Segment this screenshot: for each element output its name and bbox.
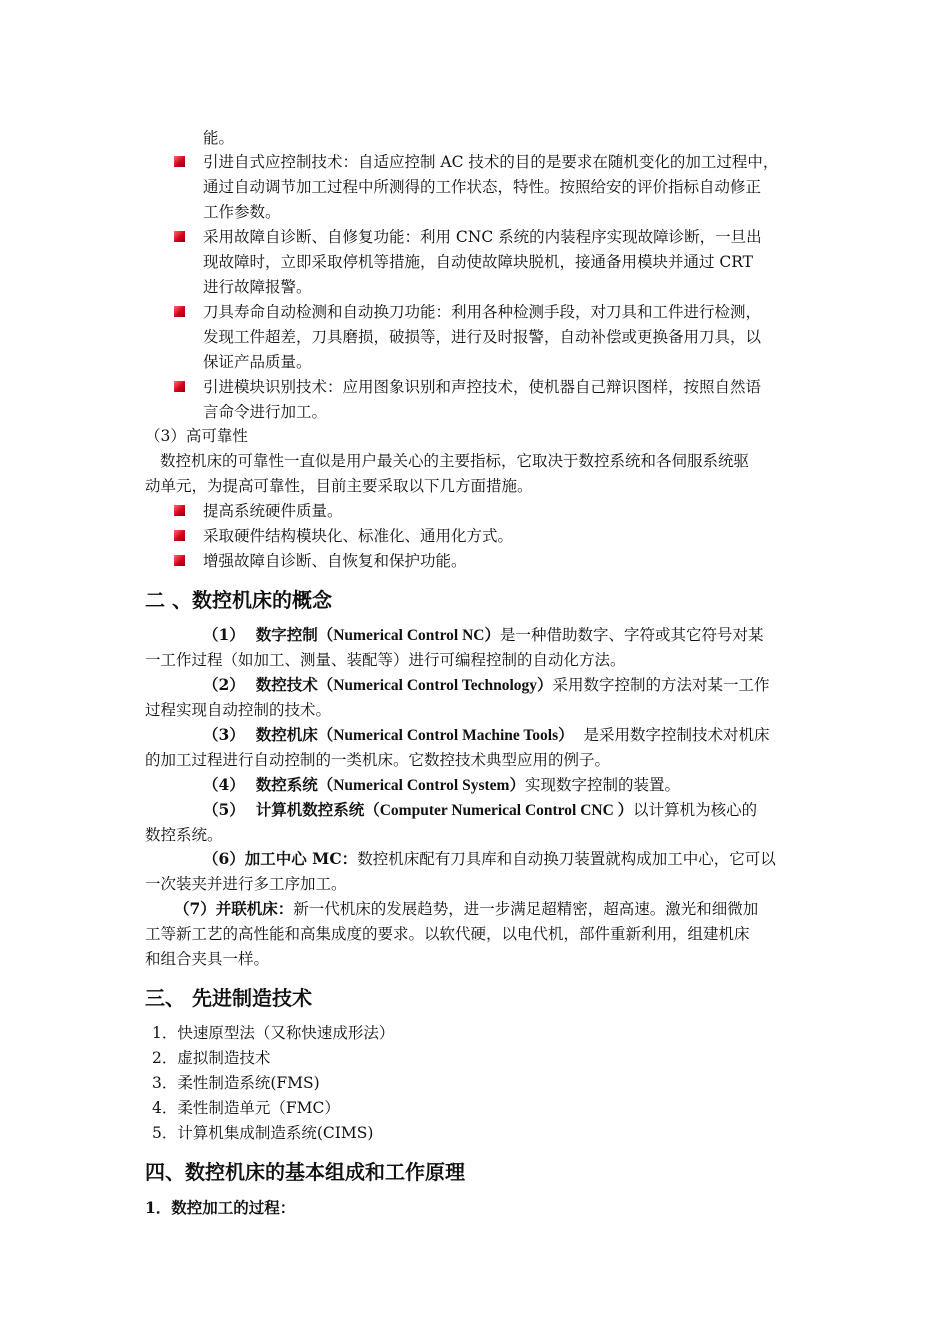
bullet-text: 现故障时，立即采取停机等措施，自动使故障块脱机，接通备用模块并通过 CRT [203, 253, 754, 271]
bullet-text: 发现工件超差，刀具磨损，破损等，进行及时报警，自动补偿或更换备用刀具，以 [203, 328, 762, 346]
definition-term: 数控机床（Numerical Control Machine Tools） [255, 727, 574, 744]
definition-line [203, 848, 776, 870]
numbered-item: 2．虚拟制造技术 [152, 1049, 271, 1067]
definition-line [203, 674, 770, 697]
bullet-text: 采取硬件结构模块化、标准化、通用化方式。 [203, 527, 514, 545]
definition-term: 数控技术（Numerical Control Technology） [255, 677, 553, 694]
bullet-text: 采用故障自诊断、自修复功能：利用 CNC 系统的内装程序实现故障诊断，一旦出 [203, 228, 762, 246]
definition-text: 数控机床配有刀具库和自动换刀装置就构成加工中心，它可以 [357, 850, 776, 868]
definition-line [203, 724, 770, 747]
red-square-bullet-icon [174, 231, 185, 242]
definition-line: 和组合夹具一样。 [145, 950, 270, 968]
definition-term: （6）加工中心 MC： [203, 849, 358, 868]
definition-number: （5） [203, 800, 245, 819]
definition-term: 计算机数控系统（Computer Numerical Control CNC ） [255, 802, 634, 819]
definition-line: 一次装夹并进行多工序加工。 [145, 875, 347, 893]
definition-line: 一工作过程（如加工、测量、装配等）进行可编程控制的自动化方法。 [145, 651, 626, 669]
definition-number: （1） [203, 625, 245, 644]
bullet-text: 进行故障报警。 [203, 278, 312, 296]
bullet-text: 提高系统硬件质量。 [203, 502, 343, 520]
definition-text: 以计算机为核心的 [633, 801, 758, 819]
paragraph-line: 动单元，为提高可靠性，目前主要采取以下几方面措施。 [145, 477, 533, 495]
red-square-bullet-icon [174, 381, 185, 392]
definition-line: 工等新工艺的高性能和高集成度的要求。以软代硬，以电代机，部件重新利用，组建机床 [145, 925, 750, 943]
paragraph-line: 数控机床的可靠性一直似是用户最关心的主要指标，它取决于数控系统和各伺服系统驱 [160, 452, 750, 470]
definition-line [174, 898, 758, 920]
definition-line [203, 799, 757, 822]
definition-text: 是一种借助数字、字符或其它符号对某 [499, 626, 764, 644]
section-heading: 二 、数控机床的概念 [145, 588, 332, 612]
red-square-bullet-icon [174, 530, 185, 541]
definition-term: 数控系统（Numerical Control System） [255, 777, 525, 794]
bullet-text: 刀具寿命自动检测和自动换刀功能：利用各种检测手段，对刀具和工件进行检测， [203, 303, 762, 321]
numbered-item: 1．快速原型法（又称快速成形法） [152, 1024, 395, 1042]
continued-text: 能。 [203, 129, 235, 147]
numbered-item: 3．柔性制造系统(FMS) [152, 1074, 320, 1092]
definition-text: 新一代机床的发展趋势，进一步满足超精密，超高速。激光和细微加 [293, 900, 759, 918]
definition-text: 实现数字控制的装置。 [524, 776, 680, 794]
definition-number: （2） [203, 675, 245, 694]
definition-line: 过程实现自动控制的技术。 [145, 701, 332, 719]
numbered-item: 4．柔性制造单元（FMC） [152, 1099, 340, 1117]
red-square-bullet-icon [174, 505, 185, 516]
definition-line: 数控系统。 [145, 826, 223, 844]
definition-number: （4） [203, 775, 245, 794]
red-square-bullet-icon [174, 555, 185, 566]
definition-text: 是采用数字控制技术对机床 [573, 726, 770, 744]
bullet-text: 通过自动调节加工过程中所测得的工作状态，特性。按照给安的评价指标自动修正 [203, 178, 762, 196]
definition-term: 数字控制（Numerical Control NC） [255, 627, 500, 644]
definition-line [203, 624, 764, 647]
red-square-bullet-icon [174, 306, 185, 317]
numbered-item: 5．计算机集成制造系统(CIMS) [152, 1124, 374, 1142]
bullet-text: 保证产品质量。 [203, 353, 312, 371]
red-square-bullet-icon [174, 156, 185, 167]
bullet-text: 引进自式应控制技术：自适应控制 AC 技术的目的是要求在随机变化的加工过程中， [203, 153, 779, 171]
definition-term: （7）并联机床： [174, 899, 294, 918]
section-heading: 四、数控机床的基本组成和工作原理 [145, 1160, 465, 1184]
section-heading: 三、 先进制造技术 [145, 986, 312, 1010]
bullet-text: 引进模块识别技术：应用图象识别和声控技术，使机器自己辩识图样，按照自然语 [203, 378, 762, 396]
definition-line: 的加工过程进行自动控制的一类机床。它数控技术典型应用的例子。 [145, 751, 611, 769]
bullet-text: 言命令进行加工。 [203, 403, 328, 421]
bullet-text: 增强故障自诊断、自恢复和保护功能。 [203, 552, 467, 570]
bullet-text: 工作参数。 [203, 203, 281, 221]
definition-line [203, 774, 680, 797]
subsection-heading: 1．数控加工的过程： [145, 1198, 296, 1217]
definition-number: （3） [203, 725, 245, 744]
subsection-heading: （3）高可靠性 [145, 427, 248, 445]
definition-text: 采用数字控制的方法对某一工作 [552, 676, 770, 694]
